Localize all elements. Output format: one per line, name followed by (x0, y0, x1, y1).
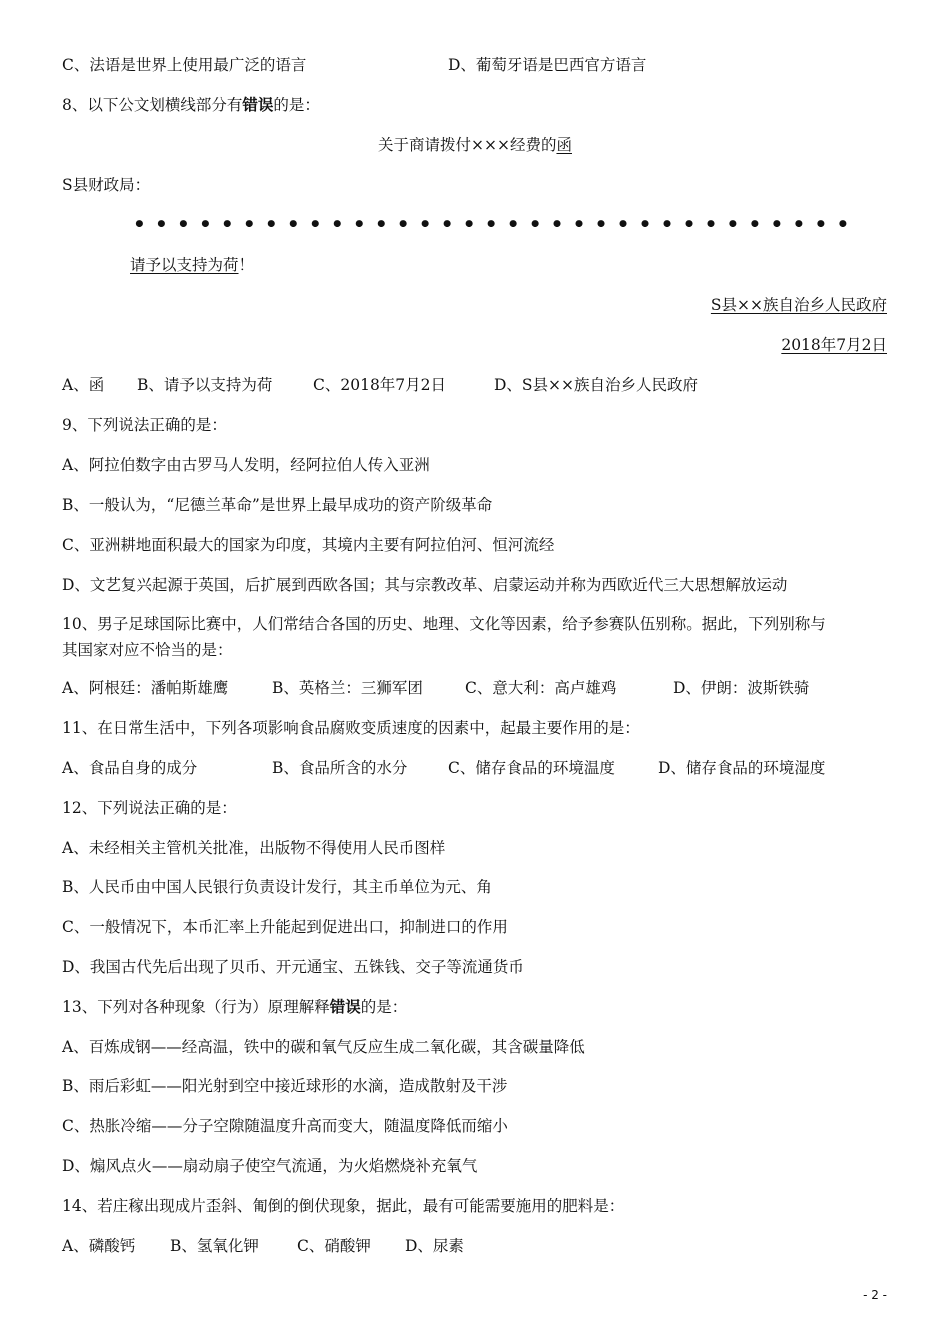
q10-option-b: B、英格兰：三狮军团 (272, 679, 423, 697)
q9-stem: 9、下列说法正确的是： (62, 416, 227, 434)
q8-ellipsis-dots: ••••••••••••••••••••••••••••••••• (133, 212, 859, 236)
q13-option-c: C、热胀冷缩——分子空隙随温度升高而变大，随温度降低而缩小 (62, 1117, 508, 1135)
q9-option-a: A、阿拉伯数字由古罗马人发明，经阿拉伯人传入亚洲 (62, 456, 430, 474)
q12-option-b: B、人民币由中国人民银行负责设计发行，其主币单位为元、角 (62, 878, 492, 896)
q8-underlined-han: 函 (556, 136, 572, 154)
q8-stem-emphasis: 错误 (242, 95, 274, 114)
page-number: - 2 - (863, 1288, 887, 1302)
q10-option-a: A、阿根廷：潘帕斯雄鹰 (62, 679, 229, 697)
q14-option-c: C、硝酸钾 (297, 1237, 371, 1255)
q8-option-c: C、2018年7月2日 (313, 376, 447, 394)
q9-option-c: C、亚洲耕地面积最大的国家为印度，其境内主要有阿拉伯河、恒河流经 (62, 536, 555, 554)
q10-option-d: D、伊朗：波斯铁骑 (673, 679, 810, 697)
q10-stem-line2: 其国家对应不恰当的是： (62, 641, 233, 659)
q7-option-c: C、法语是世界上使用最广泛的语言 (62, 56, 307, 74)
q13-option-a: A、百炼成钢——经高温，铁中的碳和氧气反应生成二氧化碳，其含碳量降低 (62, 1038, 585, 1056)
q8-date: 2018年7月2日 (781, 336, 887, 354)
q11-option-a: A、食品自身的成分 (62, 759, 198, 777)
q11-option-c: C、储存食品的环境温度 (448, 759, 615, 777)
q13-option-d: D、煽风点火——扇动扇子使空气流通，为火焰燃烧补充氧气 (62, 1157, 478, 1175)
q8-stem: 8、以下公文划横线部分有错误的是： (62, 95, 320, 114)
q14-stem: 14、若庄稼出现成片歪斜、匍倒的倒伏现象，据此，最有可能需要施用的肥料是： (62, 1197, 625, 1215)
q13-stem: 13、下列对各种现象（行为）原理解释错误的是： (62, 997, 408, 1016)
q8-option-d: D、S县××族自治乡人民政府 (494, 376, 699, 394)
q12-option-a: A、未经相关主管机关批准，出版物不得使用人民币图样 (62, 839, 446, 857)
q13-option-b: B、雨后彩虹——阳光射到空中接近球形的水滴，造成散射及干涉 (62, 1077, 508, 1095)
q11-option-d: D、储存食品的环境湿度 (658, 759, 826, 777)
q10-option-c: C、意大利：高卢雄鸡 (465, 679, 617, 697)
q14-option-a: A、磷酸钙 (62, 1237, 136, 1255)
q12-stem: 12、下列说法正确的是： (62, 799, 237, 817)
q8-addressee: S县财政局： (62, 176, 151, 194)
q11-option-b: B、食品所含的水分 (272, 759, 408, 777)
q8-underlined-closing: 请予以支持为荷 (130, 256, 239, 274)
q11-stem: 11、在日常生活中，下列各项影响食品腐败变质速度的因素中，起最主要作用的是： (62, 719, 640, 737)
q9-option-d: D、文艺复兴起源于英国，后扩展到西欧各国；其与宗教改革、启蒙运动并称为西欧近代三大思想解放运动 (62, 576, 788, 594)
q9-option-b: B、一般认为，“尼德兰革命”是世界上最早成功的资产阶级革命 (62, 496, 493, 514)
q8-option-b: B、请予以支持为荷 (137, 376, 273, 394)
q14-option-d: D、尿素 (405, 1237, 464, 1255)
q8-closing: 请予以支持为荷！ (130, 256, 255, 274)
q8-signature: S县××族自治乡人民政府 (710, 296, 887, 314)
q8-document-title: 关于商请拨付×××经费的函 (378, 136, 572, 154)
q7-option-d: D、葡萄牙语是巴西官方语言 (448, 56, 647, 74)
q14-option-b: B、氢氧化钾 (170, 1237, 259, 1255)
q8-option-a: A、函 (62, 376, 105, 394)
q12-option-d: D、我国古代先后出现了贝币、开元通宝、五铢钱、交子等流通货币 (62, 958, 524, 976)
q12-option-c: C、一般情况下，本币汇率上升能起到促进出口，抑制进口的作用 (62, 918, 508, 936)
q13-stem-emphasis: 错误 (329, 997, 361, 1016)
q10-stem-line1: 10、男子足球国际比赛中，人们常结合各国的历史、地理、文化等因素，给予参赛队伍别称。据此，下列别称与 (62, 615, 826, 633)
